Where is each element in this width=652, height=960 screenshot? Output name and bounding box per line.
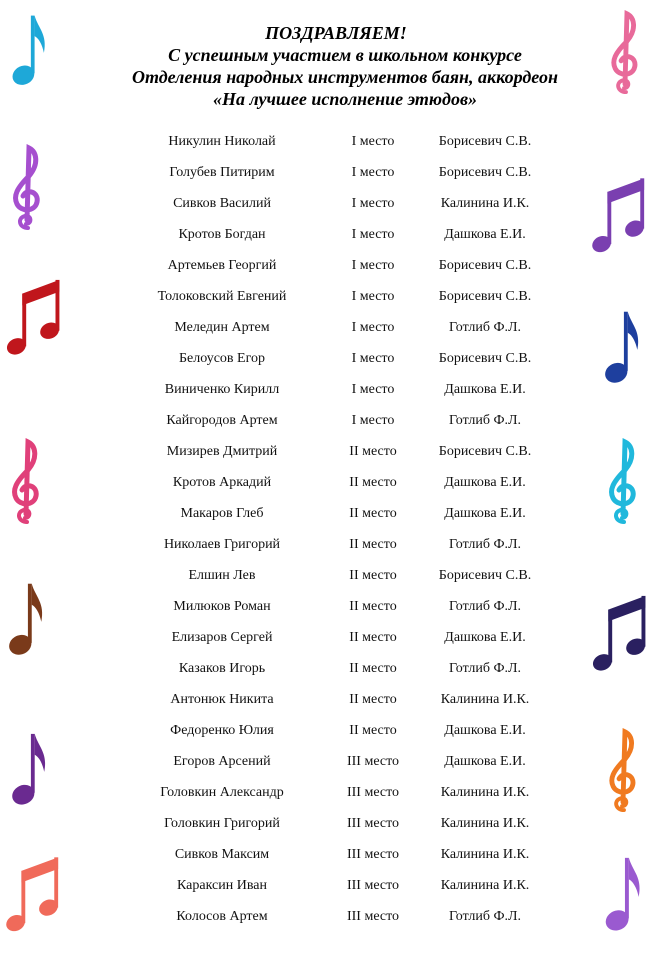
result-row bbox=[0, 469, 652, 500]
participant-name: Кротов Аркадий bbox=[172, 475, 272, 490]
result-row bbox=[0, 593, 652, 624]
result-row bbox=[0, 345, 652, 376]
result-row bbox=[0, 190, 652, 221]
result-row bbox=[0, 221, 652, 252]
place-label: I место bbox=[351, 165, 395, 180]
participant-name: Меледин Артем bbox=[174, 320, 270, 335]
teacher-name: Борисевич С.В. bbox=[438, 289, 532, 304]
result-row bbox=[0, 562, 652, 593]
result-row bbox=[0, 841, 652, 872]
place-label: III место bbox=[346, 847, 400, 862]
result-row bbox=[0, 903, 652, 934]
participant-name: Сивков Василий bbox=[173, 196, 271, 211]
result-row bbox=[0, 283, 652, 314]
place-label: II место bbox=[349, 692, 397, 707]
results-list bbox=[0, 128, 652, 934]
place-label: II место bbox=[349, 630, 397, 645]
place-label: I место bbox=[351, 258, 395, 273]
treble-clef-icon bbox=[6, 436, 46, 524]
place-label: I место bbox=[351, 134, 395, 149]
result-row bbox=[0, 159, 652, 190]
eighth-note-icon bbox=[602, 306, 642, 390]
teacher-name: Калинина И.К. bbox=[440, 196, 530, 211]
eighth-note-icon bbox=[10, 728, 48, 812]
place-label: I место bbox=[351, 227, 395, 242]
result-row bbox=[0, 810, 652, 841]
treble-clef-icon bbox=[605, 8, 645, 94]
treble-clef-icon bbox=[603, 436, 643, 524]
participant-name: Антонюк Никита bbox=[170, 692, 274, 707]
result-row bbox=[0, 314, 652, 345]
teacher-name: Борисевич С.В. bbox=[438, 258, 532, 273]
participant-name: Головкин Александр bbox=[160, 785, 284, 800]
teacher-name: Дашкова Е.И. bbox=[444, 475, 526, 490]
participant-name: Толоковский Евгений bbox=[157, 289, 287, 304]
result-row bbox=[0, 686, 652, 717]
place-label: I место bbox=[351, 196, 395, 211]
place-label: II место bbox=[349, 475, 397, 490]
place-label: III место bbox=[346, 878, 400, 893]
participant-name: Караксин Иван bbox=[177, 878, 267, 893]
place-label: II место bbox=[349, 444, 397, 459]
place-label: I место bbox=[351, 289, 395, 304]
place-label: III место bbox=[346, 909, 400, 924]
result-row bbox=[0, 438, 652, 469]
teacher-name: Готлиб Ф.Л. bbox=[448, 909, 522, 924]
result-row bbox=[0, 407, 652, 438]
result-row bbox=[0, 872, 652, 903]
teacher-name: Борисевич С.В. bbox=[438, 134, 532, 149]
participant-name: Казаков Игорь bbox=[178, 661, 266, 676]
result-row bbox=[0, 531, 652, 562]
participant-name: Виниченко Кирилл bbox=[164, 382, 280, 397]
treble-clef-icon bbox=[6, 142, 48, 230]
participant-name: Николаев Григорий bbox=[163, 537, 281, 552]
participant-name: Артемьев Георгий bbox=[167, 258, 277, 273]
teacher-name: Калинина И.К. bbox=[440, 692, 530, 707]
place-label: I место bbox=[351, 320, 395, 335]
place-label: II место bbox=[349, 723, 397, 738]
result-row bbox=[0, 376, 652, 407]
teacher-name: Дашкова Е.И. bbox=[444, 506, 526, 521]
header-title: ПОЗДРАВЛЯЕМ! bbox=[265, 23, 407, 43]
place-label: I место bbox=[351, 413, 395, 428]
result-row bbox=[0, 655, 652, 686]
result-row bbox=[0, 748, 652, 779]
header-subtitle-line-3: «На лучшее исполнение этюдов» bbox=[212, 89, 478, 109]
teacher-name: Калинина И.К. bbox=[440, 847, 530, 862]
place-label: III место bbox=[346, 816, 400, 831]
result-row bbox=[0, 500, 652, 531]
participant-name: Макаров Глеб bbox=[180, 506, 264, 521]
teacher-name: Дашкова Е.И. bbox=[444, 630, 526, 645]
treble-clef-icon bbox=[603, 726, 643, 812]
place-label: III место bbox=[346, 754, 400, 769]
participant-name: Елшин Лев bbox=[188, 568, 256, 583]
beamed-notes-icon bbox=[590, 172, 648, 262]
teacher-name: Дашкова Е.И. bbox=[444, 754, 526, 769]
result-row bbox=[0, 779, 652, 810]
participant-name: Головкин Григорий bbox=[164, 816, 280, 831]
teacher-name: Калинина И.К. bbox=[440, 785, 530, 800]
beamed-notes-icon bbox=[4, 276, 64, 362]
eighth-note-icon bbox=[6, 578, 46, 662]
place-label: II место bbox=[349, 506, 397, 521]
header-subtitle-line-2: Отделения народных инструментов баян, аккордеон bbox=[131, 67, 559, 87]
teacher-name: Борисевич С.В. bbox=[438, 444, 532, 459]
teacher-name: Борисевич С.В. bbox=[438, 351, 532, 366]
place-label: II место bbox=[349, 599, 397, 614]
participant-name: Белоусов Егор bbox=[179, 351, 265, 366]
result-row bbox=[0, 252, 652, 283]
teacher-name: Дашкова Е.И. bbox=[444, 723, 526, 738]
beamed-notes-icon bbox=[590, 592, 650, 678]
teacher-name: Борисевич С.В. bbox=[438, 165, 532, 180]
place-label: I место bbox=[351, 382, 395, 397]
place-label: II место bbox=[349, 537, 397, 552]
beamed-notes-icon bbox=[4, 852, 62, 940]
teacher-name: Калинина И.К. bbox=[440, 816, 530, 831]
participant-name: Милюков Роман bbox=[173, 599, 271, 614]
participant-name: Егоров Арсений bbox=[173, 754, 271, 769]
teacher-name: Дашкова Е.И. bbox=[444, 382, 526, 397]
eighth-note-icon bbox=[603, 852, 643, 938]
participant-name: Колосов Артем bbox=[176, 909, 268, 924]
result-row bbox=[0, 624, 652, 655]
congratulations-header bbox=[0, 22, 652, 110]
place-label: II место bbox=[349, 568, 397, 583]
participant-name: Кайгородов Артем bbox=[166, 413, 278, 428]
place-label: II место bbox=[349, 661, 397, 676]
teacher-name: Готлиб Ф.Л. bbox=[448, 537, 522, 552]
result-row bbox=[0, 717, 652, 748]
teacher-name: Готлиб Ф.Л. bbox=[448, 661, 522, 676]
teacher-name: Готлиб Ф.Л. bbox=[448, 320, 522, 335]
participant-name: Голубев Питирим bbox=[169, 165, 275, 180]
result-row bbox=[0, 128, 652, 159]
teacher-name: Готлиб Ф.Л. bbox=[448, 413, 522, 428]
header-subtitle-line-1: С успешным участием в школьном конкурсе bbox=[168, 45, 522, 65]
teacher-name: Дашкова Е.И. bbox=[444, 227, 526, 242]
participant-name: Мизирев Дмитрий bbox=[166, 444, 278, 459]
participant-name: Федоренко Юлия bbox=[170, 723, 274, 738]
participant-name: Кротов Богдан bbox=[178, 227, 266, 242]
eighth-note-icon bbox=[10, 10, 48, 92]
participant-name: Елизаров Сергей bbox=[171, 630, 273, 645]
participant-name: Сивков Максим bbox=[174, 847, 270, 862]
participant-name: Никулин Николай bbox=[168, 134, 276, 149]
place-label: III место bbox=[346, 785, 400, 800]
teacher-name: Готлиб Ф.Л. bbox=[448, 599, 522, 614]
place-label: I место bbox=[351, 351, 395, 366]
teacher-name: Борисевич С.В. bbox=[438, 568, 532, 583]
teacher-name: Калинина И.К. bbox=[440, 878, 530, 893]
